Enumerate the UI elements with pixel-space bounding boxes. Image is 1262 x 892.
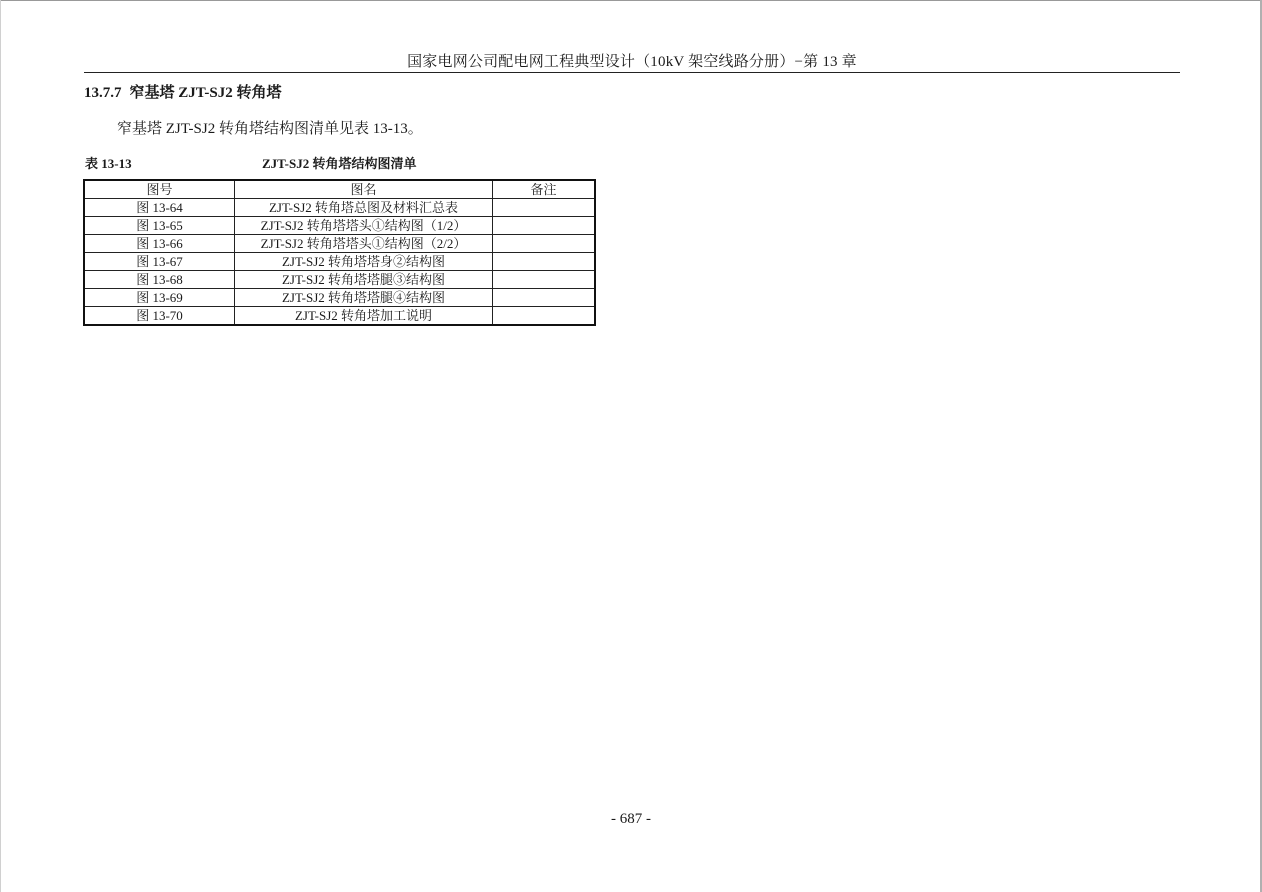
drawing-name-cell: ZJT-SJ2 转角塔加工说明	[235, 307, 493, 326]
running-header: 国家电网公司配电网工程典型设计（10kV 架空线路分册）−第 13 章	[407, 54, 857, 70]
table-header-row	[84, 180, 595, 199]
remarks-cell	[493, 253, 596, 271]
drawing-number-cell: 图 13-66	[84, 235, 235, 253]
remarks-cell	[493, 217, 596, 235]
page-border-top	[0, 0, 1262, 1]
column-header-drawing-name: 图名	[235, 180, 493, 199]
header-rule	[84, 72, 1180, 73]
section-title: 窄基塔 ZJT-SJ2 转角塔	[129, 85, 282, 101]
section-number: 13.7.7	[84, 85, 122, 101]
table-row	[84, 271, 595, 289]
drawing-number-cell: 图 13-64	[84, 199, 235, 217]
drawing-name-cell: ZJT-SJ2 转角塔塔腿④结构图	[235, 289, 493, 307]
remarks-cell	[493, 235, 596, 253]
table-row	[84, 307, 595, 326]
drawing-number-cell: 图 13-68	[84, 271, 235, 289]
drawing-name-cell: ZJT-SJ2 转角塔塔头①结构图（1/2）	[235, 217, 493, 235]
drawing-number-cell: 图 13-67	[84, 253, 235, 271]
drawing-list-table	[83, 179, 596, 326]
drawing-name-cell: ZJT-SJ2 转角塔塔腿③结构图	[235, 271, 493, 289]
drawing-number-cell: 图 13-65	[84, 217, 235, 235]
table-caption-number: 表 13-13	[85, 156, 132, 171]
body-paragraph: 窄基塔 ZJT-SJ2 转角塔结构图清单见表 13-13。	[117, 121, 423, 137]
page-number: - 687 -	[611, 811, 651, 827]
drawing-number-cell: 图 13-70	[84, 307, 235, 326]
column-header-drawing-no: 图号	[84, 180, 235, 199]
drawing-name-cell: ZJT-SJ2 转角塔塔头①结构图（2/2）	[235, 235, 493, 253]
table-row	[84, 253, 595, 271]
page-border-left	[0, 0, 1, 892]
table-row	[84, 289, 595, 307]
drawing-number-cell: 图 13-69	[84, 289, 235, 307]
remarks-cell	[493, 199, 596, 217]
table-caption-title: ZJT-SJ2 转角塔结构图清单	[262, 156, 417, 171]
section-heading	[84, 81, 281, 102]
table-row	[84, 199, 595, 217]
remarks-cell	[493, 307, 596, 326]
drawing-name-cell: ZJT-SJ2 转角塔总图及材料汇总表	[235, 199, 493, 217]
table-row	[84, 235, 595, 253]
drawing-name-cell: ZJT-SJ2 转角塔塔身②结构图	[235, 253, 493, 271]
table-row	[84, 217, 595, 235]
remarks-cell	[493, 271, 596, 289]
column-header-remarks: 备注	[493, 180, 596, 199]
remarks-cell	[493, 289, 596, 307]
